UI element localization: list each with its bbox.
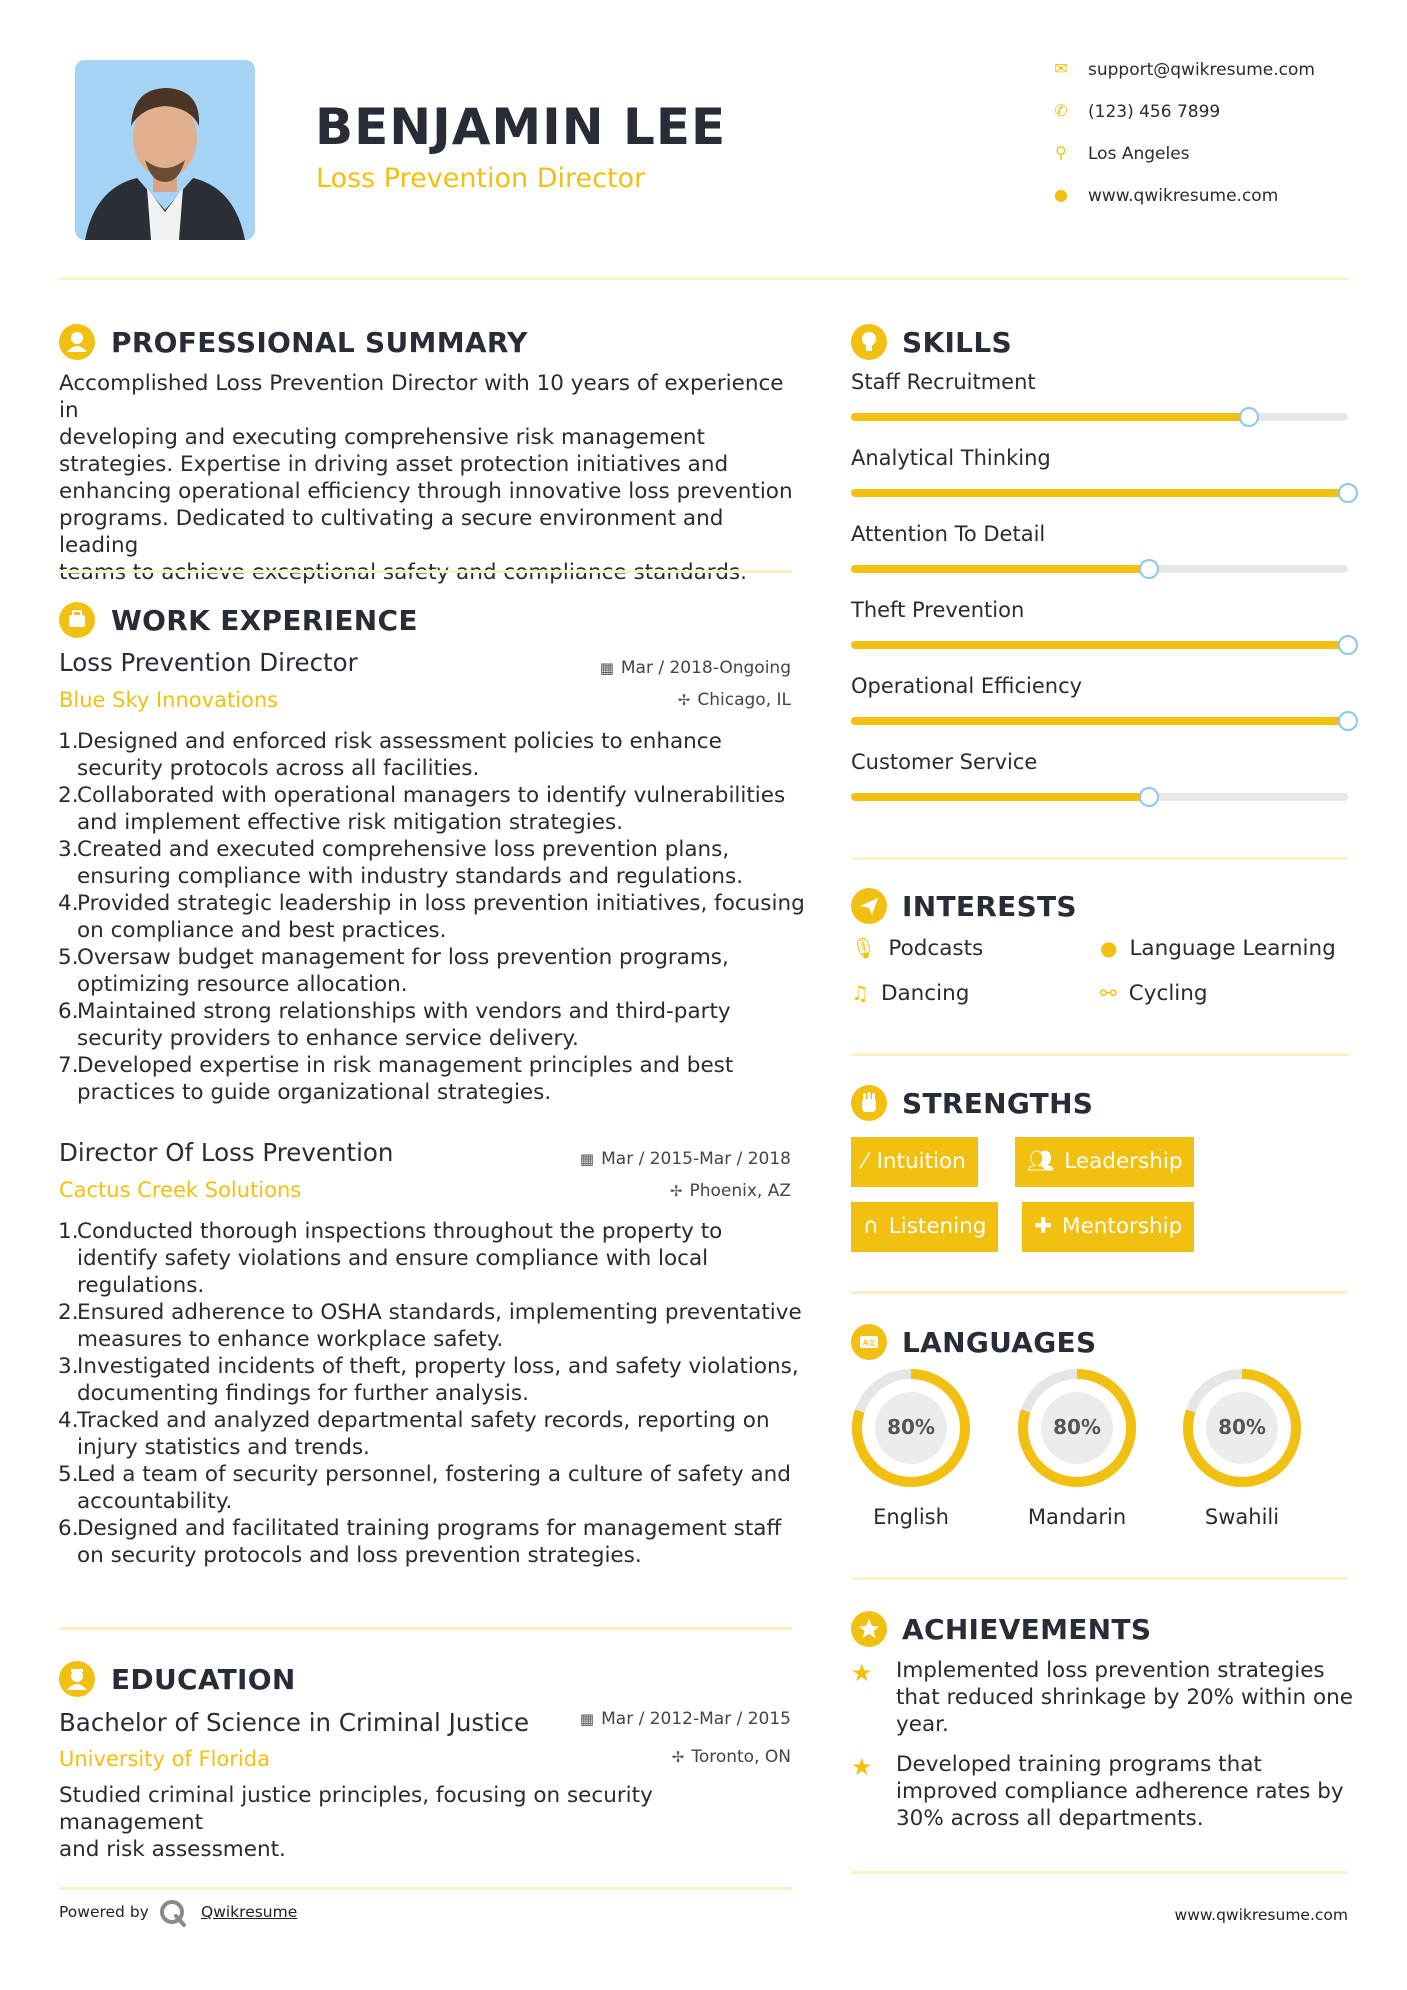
skill-bar xyxy=(851,641,1348,649)
job-company: Blue Sky Innovations xyxy=(59,688,279,712)
language-percent: 80% xyxy=(887,1415,935,1439)
list-item: Designed and facilitated training programs for management staff on security protocols and loss prevention strategies. xyxy=(77,1516,782,1568)
calendar-icon: ▦ xyxy=(599,659,614,677)
qwikresume-logo-icon xyxy=(158,1898,188,1928)
skill-name: Attention To Detail xyxy=(851,522,1046,546)
interests-heading: INTERESTS xyxy=(902,890,1077,923)
hand-icon xyxy=(851,1085,887,1121)
achievement-item: Implemented loss prevention strategies that reduced shrinkage by 20% within one year. xyxy=(896,1658,1354,1737)
globe-icon: ● xyxy=(1100,936,1118,960)
skill-bar xyxy=(851,489,1348,497)
list-item: Collaborated with operational managers to identify vulnerabilities and implement effective risk mitigation strategies. xyxy=(77,783,786,835)
languages-heading: LANGUAGES xyxy=(902,1326,1097,1359)
achievement-item: Developed training programs that improved compliance adherence rates by 30% across all departments. xyxy=(896,1752,1344,1831)
footer-divider-left xyxy=(59,1887,792,1890)
skill-name: Customer Service xyxy=(851,750,1038,774)
job-dates: ▦ Mar / 2018-Ongoing xyxy=(599,658,791,678)
strengths-divider xyxy=(851,1291,1348,1294)
achievements-heading: ACHIEVEMENTS xyxy=(902,1613,1152,1646)
star-badge-icon xyxy=(851,1611,887,1647)
list-item: Created and executed comprehensive loss prevention plans, ensuring compliance with industry standards and regulations. xyxy=(77,837,744,889)
candidate-title: Loss Prevention Director xyxy=(316,163,646,194)
job-role: Loss Prevention Director xyxy=(59,648,358,677)
star-icon: ★ xyxy=(851,1753,873,1781)
list-item: Investigated incidents of theft, property loss, and safety violations, documenting findings for further analysis. xyxy=(77,1354,799,1406)
map-pin-icon: ⚲ xyxy=(1055,143,1067,162)
pushpin-icon: ✢ xyxy=(677,691,691,709)
skill-bar-fill xyxy=(851,793,1149,801)
job-dates: ▦ Mar / 2015-Mar / 2018 xyxy=(579,1149,791,1169)
language-name: English xyxy=(873,1505,949,1529)
language-icon xyxy=(851,1324,887,1360)
skill-level-knob xyxy=(1338,711,1358,731)
profile-photo xyxy=(75,60,255,240)
list-item: Conducted thorough inspections throughout the property to identify safety violations and ensure compliance with local regulations. xyxy=(77,1219,723,1298)
list-item: Oversaw budget management for loss prevention programs, optimizing resource allocation. xyxy=(77,945,729,997)
list-item: Provided strategic leadership in loss prevention initiatives, focusing on compliance and best practices. xyxy=(77,891,805,943)
strength-tag: ⁄ Intuition xyxy=(851,1137,978,1187)
user-icon xyxy=(59,324,95,360)
qwikresume-link[interactable]: Qwikresume xyxy=(201,1903,298,1921)
calendar-icon: ▦ xyxy=(579,1710,595,1728)
interests-divider xyxy=(851,1053,1348,1056)
user-plus-icon: ✚ xyxy=(1034,1214,1053,1239)
strength-tag: 👥︎ Leadership xyxy=(1015,1137,1194,1187)
list-item: Maintained strong relationships with vendors and third-party security providers to enhance service delivery. xyxy=(77,999,731,1051)
skill-name: Staff Recruitment xyxy=(851,370,1036,394)
experience-divider xyxy=(59,1627,792,1630)
pushpin-icon: ✢ xyxy=(669,1182,683,1200)
list-item: Designed and enforced risk assessment policies to enhance security protocols across all facilities. xyxy=(77,729,722,781)
skill-level-knob xyxy=(1338,483,1358,503)
list-item: Tracked and analyzed departmental safety records, reporting on injury statistics and trends. xyxy=(77,1408,770,1460)
languages-divider xyxy=(851,1577,1348,1580)
list-item: Ensured adherence to OSHA standards, implementing preventative measures to enhance workplace safety. xyxy=(77,1300,802,1352)
powered-by-label: Powered by xyxy=(59,1903,149,1921)
headphones-icon: ∩ xyxy=(863,1214,879,1239)
footer-website[interactable]: www.qwikresume.com xyxy=(1174,1906,1348,1924)
school-name: University of Florida xyxy=(59,1747,270,1771)
svg-text:A文: A文 xyxy=(862,1339,876,1347)
pushpin-icon: ✢ xyxy=(671,1748,685,1766)
strengths-heading: STRENGTHS xyxy=(902,1087,1094,1120)
language-name: Mandarin xyxy=(1027,1505,1127,1529)
interest-item: 🎙︎ Podcasts xyxy=(851,936,984,961)
music-note-icon: ♫ xyxy=(851,981,869,1005)
globe-icon: ● xyxy=(1054,185,1068,204)
job-role: Director Of Loss Prevention xyxy=(59,1138,394,1167)
briefcase-icon xyxy=(59,602,95,638)
star-icon: ★ xyxy=(851,1659,873,1687)
strength-tag: ∩ Listening xyxy=(851,1202,998,1252)
skill-bar-fill xyxy=(851,565,1149,573)
skill-bar-fill xyxy=(851,413,1249,421)
achievements-divider xyxy=(851,1871,1348,1874)
skill-name: Theft Prevention xyxy=(851,598,1025,622)
experience-heading: WORK EXPERIENCE xyxy=(111,604,418,637)
magic-wand-icon: ⁄ xyxy=(863,1149,867,1174)
microphone-icon: 🎙︎ xyxy=(851,936,877,960)
list-item: Developed expertise in risk management principles and best practices to guide organizational strategies. xyxy=(77,1053,734,1105)
summary-text: Accomplished Loss Prevention Director with 10 years of experience in developing and executing comprehensive risk management strategies. Expertise in driving asset protection initiatives and enhancing operational efficiency through innovative loss prevention programs. Dedicated to cultivating a secure environment and leading xyxy=(59,371,793,558)
skill-level-knob xyxy=(1338,635,1358,655)
lightbulb-icon xyxy=(851,324,887,360)
envelope-icon: ✉ xyxy=(1054,59,1068,78)
list-item: Led a team of security personnel, fostering a culture of safety and accountability. xyxy=(77,1462,791,1514)
interest-item: ● Language Learning xyxy=(1100,936,1336,961)
summary-heading: PROFESSIONAL SUMMARY xyxy=(111,326,528,359)
degree-title: Bachelor of Science in Criminal Justice xyxy=(59,1708,530,1737)
users-icon: 👥︎ xyxy=(1027,1149,1055,1174)
phone-icon: ✆ xyxy=(1054,101,1068,120)
job-duties xyxy=(59,728,817,1106)
skill-bar xyxy=(851,793,1348,801)
skills-divider xyxy=(851,857,1348,860)
summary-divider xyxy=(59,570,792,573)
skill-bar xyxy=(851,413,1348,421)
job-company: Cactus Creek Solutions xyxy=(59,1178,302,1202)
strength-tag: ✚ Mentorship xyxy=(1022,1202,1194,1252)
interest-item: ♫ Dancing xyxy=(851,981,970,1006)
skill-bar-fill xyxy=(851,717,1348,725)
interest-item: ⚯ Cycling xyxy=(1100,981,1208,1006)
job-duties xyxy=(59,1218,817,1569)
job-location: ✢ Chicago, IL xyxy=(677,690,791,710)
language-name: Swahili xyxy=(1204,1505,1280,1529)
language-percent: 80% xyxy=(1218,1415,1266,1439)
skill-level-knob xyxy=(1239,407,1259,427)
skill-name: Operational Efficiency xyxy=(851,674,1083,698)
education-dates: ▦ Mar / 2012-Mar / 2015 xyxy=(579,1709,791,1729)
header-divider xyxy=(59,277,1348,280)
bicycle-icon: ⚯ xyxy=(1100,981,1117,1005)
education-location: ✢ Toronto, ON xyxy=(671,1747,791,1767)
skill-level-knob xyxy=(1139,787,1159,807)
language-percent: 80% xyxy=(1053,1415,1101,1439)
calendar-icon: ▦ xyxy=(579,1150,595,1168)
paper-plane-icon xyxy=(851,888,887,924)
education-heading: EDUCATION xyxy=(111,1663,296,1696)
skills-heading: SKILLS xyxy=(902,326,1012,359)
skill-bar xyxy=(851,717,1348,725)
skill-level-knob xyxy=(1139,559,1159,579)
education-description: Studied criminal justice principles, focusing on security management and risk assessment. xyxy=(59,1783,653,1862)
job-location: ✢ Phoenix, AZ xyxy=(669,1181,791,1201)
skill-bar-fill xyxy=(851,489,1348,497)
graduate-icon xyxy=(59,1661,95,1697)
skill-bar-fill xyxy=(851,641,1348,649)
skill-name: Analytical Thinking xyxy=(851,446,1051,470)
skill-bar xyxy=(851,565,1348,573)
candidate-name: BENJAMIN LEE xyxy=(315,98,727,156)
